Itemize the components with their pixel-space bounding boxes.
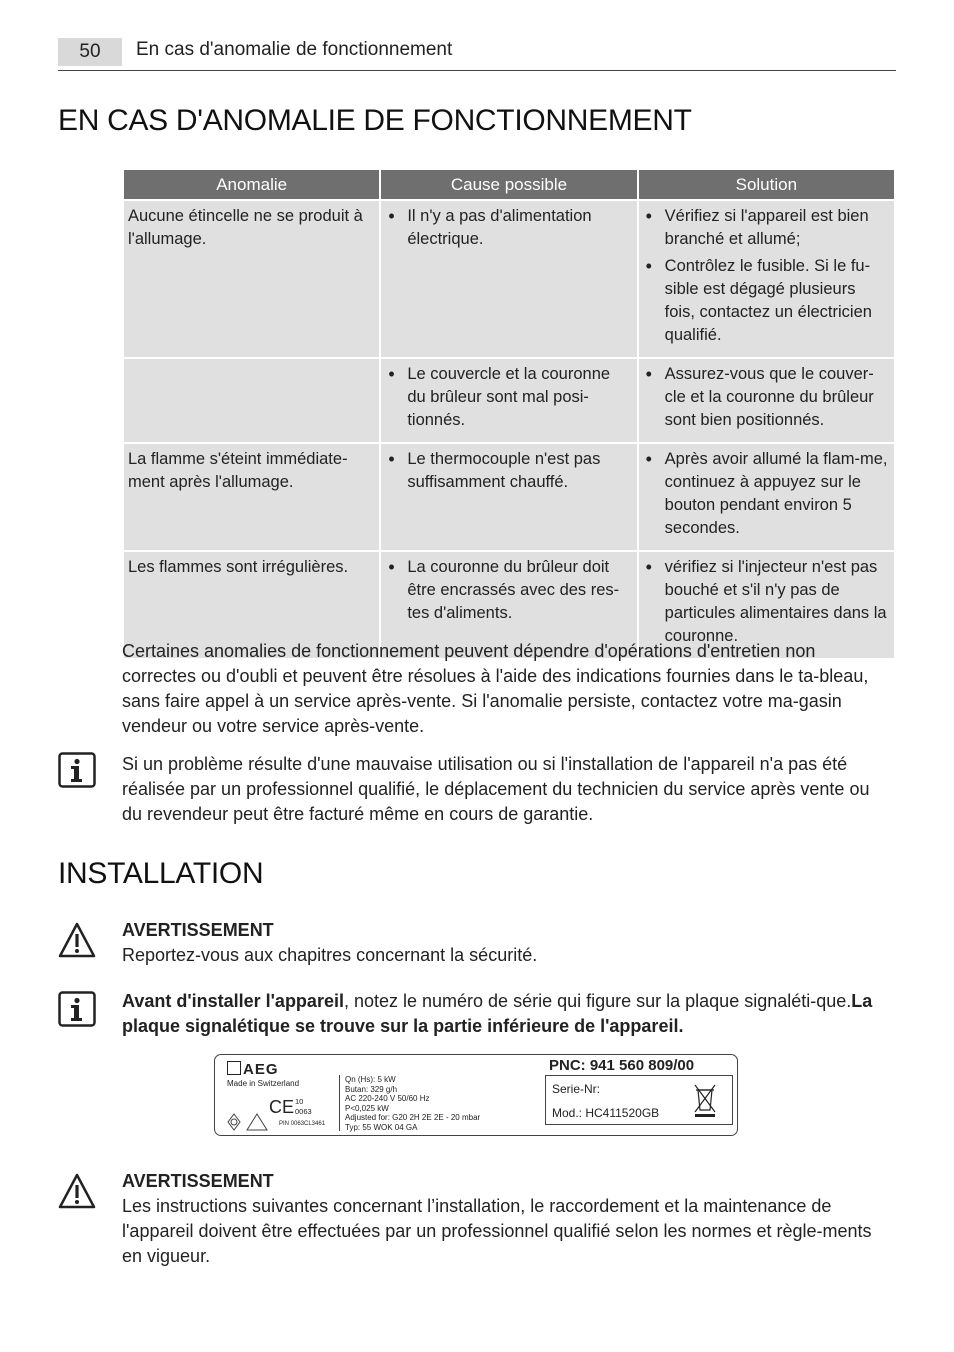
solution-item: • vérifiez si l'injecteur n'est pas bouché et s'il n'y pas de particules alimentaires dans la couronne. — [643, 556, 888, 648]
info-text: , notez le numéro de série qui figure sur la plaque signaléti-que. — [343, 991, 852, 1011]
pnc-number: PNC: 941 560 809/00 — [549, 1057, 695, 1074]
solution-cell — [639, 201, 894, 357]
section-title-anomalies: EN CAS D'ANOMALIE DE FONCTIONNEMENT — [58, 104, 692, 137]
cause-item: • Il n'y a pas d'alimentation électrique. — [385, 205, 630, 251]
solution-item: • Après avoir allumé la flam-me, continuez à appuyez sur le bouton pendant environ 5 secondes. — [643, 448, 888, 540]
anomaly-cell: La flamme s'éteint immédiate-ment après l'allumage. — [124, 444, 379, 550]
anomaly-cell: Aucune étincelle ne se produit à l'allumage. — [124, 201, 379, 357]
table-header-solution: Solution — [639, 170, 894, 199]
serial-label: Serie-Nr: — [552, 1082, 601, 1096]
table-header-cause: Cause possible — [381, 170, 636, 199]
warning-title: AVERTISSEMENT — [122, 920, 274, 940]
anomaly-cell: Les flammes sont irrégulières. — [124, 552, 379, 658]
solution-item: • Assurez-vous que le couver-cle et la couronne du brûleur sont bien positionnés. — [643, 363, 888, 432]
solution-item: • Vérifiez si l'appareil est bien branché et allumé; — [643, 205, 888, 251]
info-icon — [58, 752, 96, 790]
solution-cell — [639, 359, 894, 442]
info-bold-lead: Avant d'installer l'appareil — [122, 991, 344, 1011]
warning-title: AVERTISSEMENT — [122, 1171, 274, 1191]
weee-bin-icon — [692, 1082, 718, 1118]
info-note-warranty: Si un problème résulte d'une mauvaise utilisation ou si l'installation de l'appareil n'a pas été réalisée par un professionnel qualifié, le déplacement du technicien du service après vente ou du revendeur peut être facturé même en cours de garantie. — [122, 754, 870, 824]
cause-item: • Le couvercle et la couronne du brûleur sont mal posi-tionnés. — [385, 363, 630, 432]
table-row — [124, 201, 894, 357]
troubleshooting-table — [122, 168, 896, 660]
warning-text: Les instructions suivantes concernant l’installation, le raccordement et la maintenance de l'appareil doivent être effectuées par un professionnel qualifié selon les normes et règle-ments en vigueur. — [122, 1196, 872, 1266]
anomaly-paragraph: Certaines anomalies de fonctionnement peuvent dépendre d'opérations d'entretien non correctes ou d'oubli et peuvent être résolues à l'aide des indications fournies dans le ta-bleau, sans faire appel à un service après-vente. Si l'anomalie persiste, contactez votre ma-gasin vendeur ou votre service après-vente. — [122, 641, 869, 736]
cause-item: • Le thermocouple n'est pas suffisamment chauffé. — [385, 448, 630, 494]
table-row — [124, 444, 894, 550]
pin-number: PIN 0063CL3461 — [279, 1121, 326, 1127]
warning-icon — [58, 1173, 96, 1211]
plate-divider — [339, 1075, 340, 1131]
cause-cell — [381, 201, 636, 357]
info-icon — [58, 991, 96, 1029]
made-in-text: Made in Switzerland — [227, 1079, 300, 1088]
solution-item: • Contrôlez le fusible. Si le fu-sible est dégagé plusieurs fois, contactez un électricien qualifié. — [643, 255, 888, 347]
warning-icon — [58, 922, 96, 960]
ce-numbers: 10 0063 — [295, 1097, 312, 1116]
running-title: En cas d'anomalie de fonctionnement — [136, 39, 453, 60]
info-bold-tail: La plaque signalétique se trouve sur la partie inférieure de l'appareil. — [122, 991, 873, 1036]
warning-block-1 — [122, 918, 894, 968]
table-header-anomaly: Anomalie — [124, 170, 379, 199]
section-title-installation: INSTALLATION — [58, 857, 264, 890]
serial-box — [545, 1075, 733, 1125]
cause-cell — [381, 444, 636, 550]
ce-mark: CE — [269, 1097, 295, 1117]
header-rule — [58, 70, 896, 71]
brand-logo: AEG — [227, 1061, 279, 1078]
model-label: Mod.: HC411520GB — [552, 1106, 660, 1120]
table-row — [124, 359, 894, 442]
warning-block-2 — [122, 1169, 894, 1269]
cause-cell — [381, 359, 636, 442]
page-number: 50 — [58, 38, 122, 66]
rating-plate — [214, 1054, 738, 1136]
warning-text: Reportez-vous aux chapitres concernant la sécurité. — [122, 945, 538, 965]
cause-item: • La couronne du brûleur doit être encrassés avec des res-tes d'aliments. — [385, 556, 630, 625]
certification-icons — [227, 1113, 271, 1131]
info-note-plate — [122, 989, 894, 1039]
anomaly-cell — [124, 359, 379, 442]
plate-specs: Qn (Hs): 5 kW Butan: 329 g/h AC 220-240 V 50/60 Hz P<0,025 kW Adjusted for: G20 2H 2E 2E - 20 mbar Typ: 55 WOK 04 GA — [345, 1075, 481, 1132]
solution-cell — [639, 444, 894, 550]
